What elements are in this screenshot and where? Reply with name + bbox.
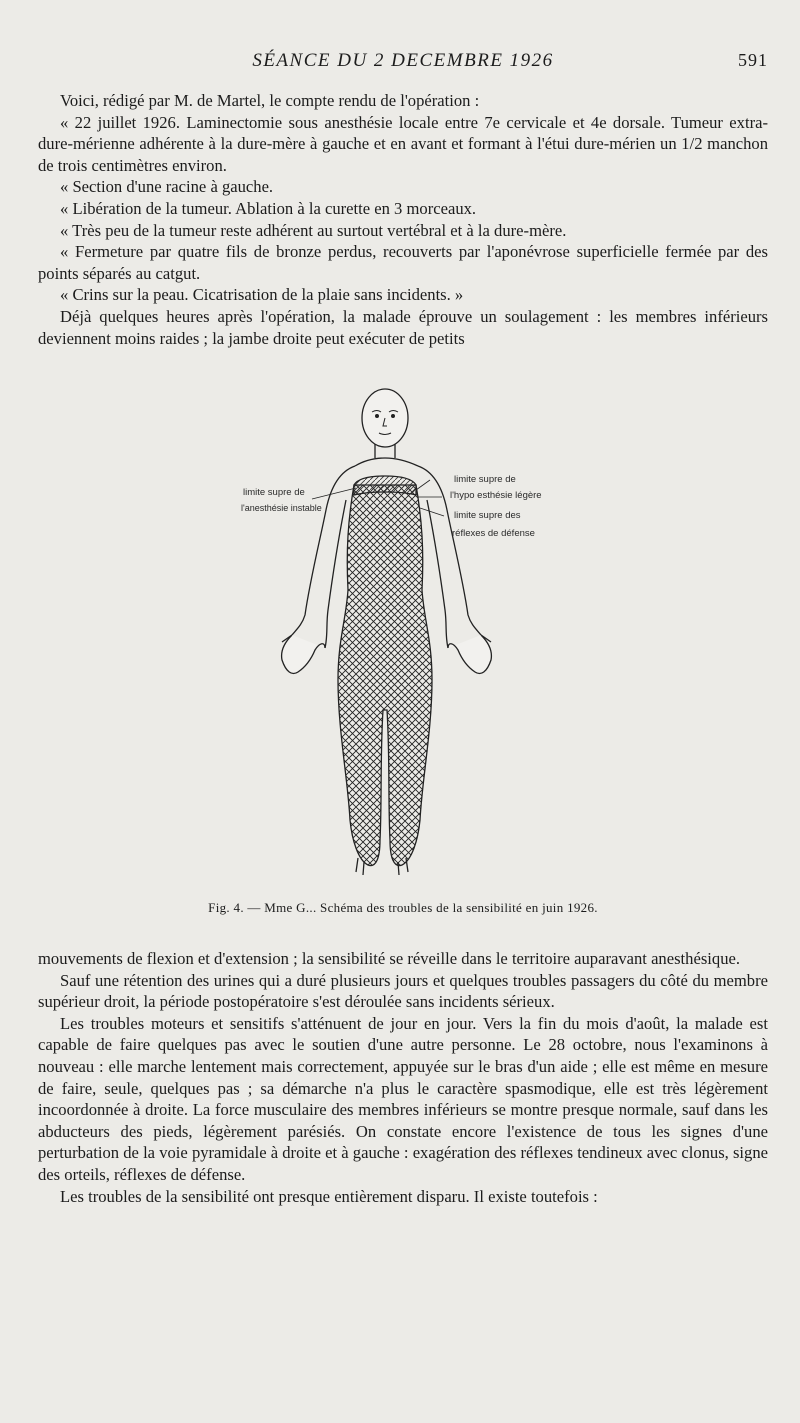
annotation-right-1: limite supre de <box>454 474 516 485</box>
figure-caption: Fig. 4. — Mme G... Schéma des troubles de la sensibilité en juin 1926. <box>208 900 598 915</box>
paragraph: « Fermeture par quatre fils de bronze perdus, recouverts par l'aponévrose superficielle fermée par des points séparés au catgut. <box>38 242 768 283</box>
annotation-right-4: réflexes de défense <box>452 528 535 539</box>
text-block-bottom <box>38 948 768 1207</box>
paragraph: Sauf une rétention des urines qui a duré plusieurs jours et quelques troubles passagers du côté du membre supérieur droit, la période postopératoire s'est déroulée sans incidents sérieux. <box>38 970 768 1012</box>
body-diagram <box>230 380 570 880</box>
annotation-left-1: limite supre de <box>243 487 305 498</box>
shoulder-band <box>354 476 416 495</box>
paragraph: « Section d'une racine à gauche. <box>60 177 274 197</box>
paragraph: mouvements de flexion et d'extension ; la sensibilité se réveille dans le territoire auparavant anesthésique. <box>38 949 741 968</box>
paragraph: « Très peu de la tumeur reste adhérent au surtout vertébral et à la dure-mère. <box>60 220 567 240</box>
paragraph: Voici, rédigé par M. de Martel, le compte rendu de l'opération : <box>60 91 480 110</box>
shoulder-line <box>355 458 418 466</box>
annotation-left-2: l'anesthésie instable <box>241 503 322 513</box>
text-block-top <box>38 90 768 349</box>
running-header <box>38 50 768 80</box>
left-hand <box>282 635 325 674</box>
body-schema-figure <box>230 380 570 880</box>
running-title: SÉANCE DU 2 DECEMBRE 1926 <box>252 50 554 71</box>
page-number: 591 <box>738 50 768 70</box>
annotation-right-2: l'hypo esthésie légère <box>450 490 542 501</box>
right-hand <box>448 635 491 674</box>
paragraph: Les troubles de la sensibilité ont presque entièrement disparu. Il existe toutefois : <box>60 1186 598 1206</box>
paragraph: Déjà quelques heures après l'opération, la malade éprouve un soulagement : les membres inférieurs deviennent moins raides ; la jambe droite peut exécuter de petits <box>38 306 768 348</box>
body-outline <box>282 389 492 875</box>
hatched-body <box>338 485 432 866</box>
paragraph: Les troubles moteurs et sensitifs s'atténuent de jour en jour. Vers la fin du mois d'août, la malade est capable de faire quelques pas avec le soutien d'une autre personne. Le 28 octobre, nous l'examinons à nouveau : elle marche lentement mais correctement, appuyée sur le bras d'un aide ; elle est même en mesure de faire, seule, quelques pas ; sa démarche n'a plus le caractère spasmodique, elle est très légèrement incoordonnée à droite. La force musculaire des membres inférieurs se montre presque normale, sauf dans les abducteurs des pieds, légèrement parésiés. On constate encore l'existence de tous les signes d'une perturbation de la voie pyramidale à droite et à gauche : exagération des réflexes tendineux avec clonus, signe des orteils, réflexes de défense. <box>38 1013 768 1184</box>
annotation-right-3: limite supre des <box>454 510 521 521</box>
paragraph: « 22 juillet 1926. Laminectomie sous anesthésie locale entre 7e cervicale et 4e dorsale. Tumeur extra-dure-mérienne adhérente à la dure-mère à gauche et en avant et formant à l'étui dure-mérien un 1/2 manchon de trois centimètres environ. <box>38 112 768 175</box>
paragraph: « Libération de la tumeur. Ablation à la curette en 3 morceaux. <box>60 198 477 218</box>
paragraph: « Crins sur la peau. Cicatrisation de la plaie sans incidents. » <box>60 285 464 305</box>
